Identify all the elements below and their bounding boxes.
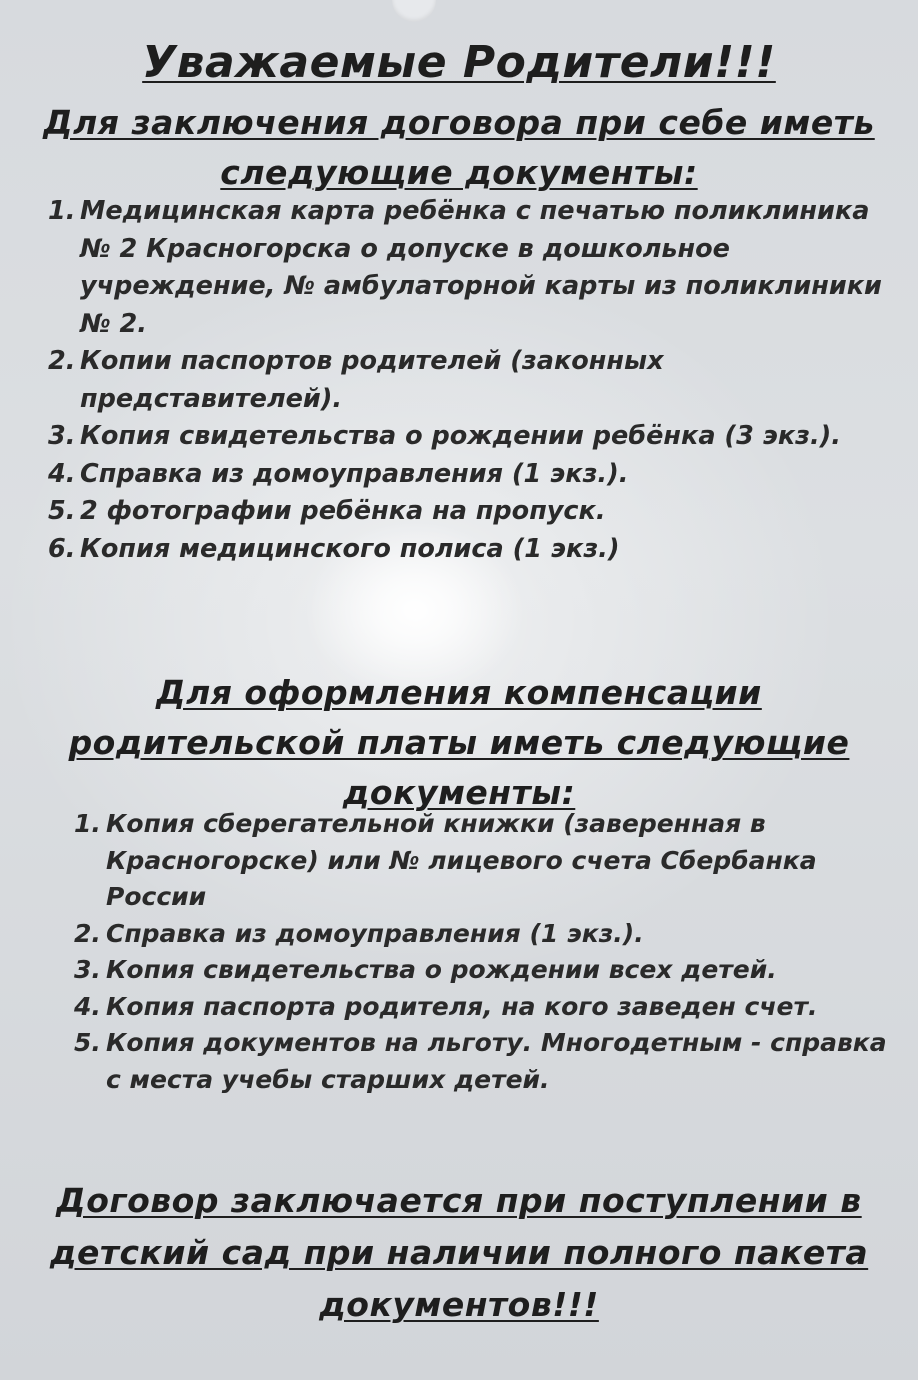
item-text: Копии паспортов родителей (законных представителей). (80, 346, 664, 414)
list-item (48, 531, 898, 569)
item-number: 4. (48, 458, 76, 489)
item-text: Копия свидетельства о рождении всех детей. (106, 955, 777, 984)
item-number: 1. (74, 809, 101, 838)
item-text: Справка из домоуправления (1 экз.). (106, 918, 644, 948)
list-item (74, 916, 894, 953)
item-text: Копия сберегательной книжки (заверенная в Красногорске) или № лицевого счета Сбербанка России (106, 809, 817, 911)
item-text: Справка из домоуправления (1 экз.). (80, 458, 629, 489)
item-number: 5. (74, 1028, 101, 1057)
section-heading-contract: Для заключения договора при себе иметь следующие документы: (43, 103, 875, 192)
item-number: 3. (74, 955, 101, 984)
item-number: 2. (48, 346, 76, 376)
page-title: Уважаемые Родители!!! (142, 37, 776, 88)
list-item (74, 1025, 894, 1098)
contract-documents-list (48, 193, 898, 568)
list-item (74, 989, 894, 1026)
section-heading-compensation: Для оформления компенсации родительской платы иметь следующие документы: (68, 673, 850, 812)
item-number: 1. (48, 196, 76, 226)
punch-hole (392, 0, 436, 22)
item-text: Копия паспорта родителя, на кого заведен счет. (106, 991, 818, 1021)
item-text: Копия свидетельства о рождении ребёнка (3 экз.). (80, 421, 841, 451)
item-text: Медицинская карта ребёнка с печатью поликлиника № 2 Красногорска о допуске в дошкольное учреждение, № амбулаторной карты из поликлиники № 2. (80, 196, 882, 339)
item-text: Копия медицинского полиса (1 экз.) (80, 533, 620, 564)
list-item (48, 493, 898, 531)
item-text: Копия документов на льготу. Многодетным - справка с места учебы старших детей. (106, 1028, 887, 1094)
item-text: 2 фотографии ребёнка на пропуск. (80, 496, 606, 526)
item-number: 6. (48, 533, 76, 564)
item-number: 4. (74, 991, 101, 1021)
list-item (74, 806, 894, 916)
item-number: 3. (48, 421, 76, 451)
list-item (48, 456, 898, 494)
item-number: 2. (74, 918, 101, 948)
list-item (48, 418, 898, 456)
list-item (48, 193, 898, 343)
list-item (48, 343, 898, 418)
list-item (74, 952, 894, 989)
item-number: 5. (48, 496, 76, 526)
compensation-documents-list (74, 806, 894, 1098)
footer-note: Договор заключается при поступлении в детский сад при наличии полного пакета документов!!! (49, 1181, 869, 1324)
